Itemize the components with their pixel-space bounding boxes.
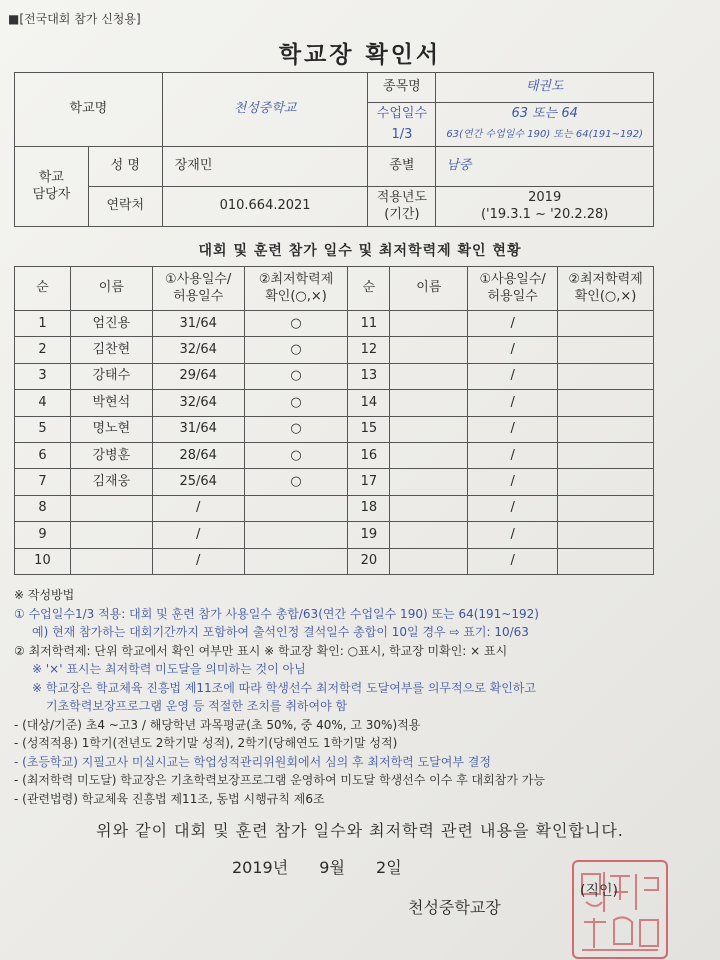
contact-label: 연락처: [88, 187, 162, 227]
min-academic-mark: ○: [244, 442, 348, 468]
used-days: /: [152, 548, 244, 574]
min-academic-mark: [558, 522, 654, 548]
used-days: /: [468, 390, 558, 416]
form-tag: ■[전국대회 참가 신청용]: [8, 12, 141, 26]
used-days: /: [468, 522, 558, 548]
notes-line-1: ① 수업일수1/3 적용: 대회 및 훈련 참가 사용일수 총합/63(연간 수업일수 190) 또는 64(191~192): [14, 606, 539, 621]
year-value-2: ('19.3.1 ~ '20.2.28): [480, 206, 609, 222]
event-label: 종목명: [368, 73, 436, 103]
document-title: 학교장 확인서: [278, 42, 442, 68]
used-days: 29/64: [152, 363, 244, 389]
used-days: /: [152, 495, 244, 521]
table-row: [15, 469, 654, 495]
row-number: 20: [348, 548, 390, 574]
min-academic-mark: [244, 548, 348, 574]
row-number: 10: [15, 548, 71, 574]
notes-line-4: ※ '×' 표시는 최저학력 미도달을 의미하는 것이 아님: [32, 662, 306, 676]
used-days: /: [468, 363, 558, 389]
row-number: 9: [15, 522, 71, 548]
row-number: 12: [348, 337, 390, 363]
row-number: 19: [348, 522, 390, 548]
principal-name: 천성중학교장: [408, 898, 501, 917]
notes-line-3: ② 최저학력제: 단위 학교에서 확인 여부만 표시 ※ 학교장 확인: ○표시, 학교장 미확인: × 표시: [14, 643, 508, 658]
row-number: 2: [15, 337, 71, 363]
year-value: [436, 187, 654, 227]
notes-line-10: - (최저학력 미도달) 학교장은 기초학력보장프로그램 운영하여 미도달 학생선수 이수 후 대회참가 가능: [14, 773, 545, 787]
min-academic-mark: ○: [244, 337, 348, 363]
student-name: 김재웅: [70, 469, 152, 495]
row-number: 11: [348, 311, 390, 337]
min-academic-mark: ○: [244, 311, 348, 337]
min-academic-mark: ○: [244, 390, 348, 416]
contact-value: 010.664.2021: [162, 187, 368, 227]
days-value-1: 63 또는 64: [436, 103, 654, 125]
row-number: 6: [15, 442, 71, 468]
days-label-1: 수업일수: [368, 103, 436, 125]
confirmation-statement: 위와 같이 대회 및 훈련 참가 일수와 최저학력 관련 내용을 확인합니다.: [96, 821, 624, 840]
header-mark-1: ②최저학력제: [258, 272, 334, 288]
min-academic-mark: [558, 337, 654, 363]
student-name: [390, 311, 468, 337]
student-name: [70, 495, 152, 521]
min-academic-mark: [558, 442, 654, 468]
header-days-right-2: 허용일수: [487, 288, 538, 304]
used-days: /: [468, 548, 558, 574]
student-name: 엄진용: [70, 311, 152, 337]
row-number: 17: [348, 469, 390, 495]
table-row: [15, 416, 654, 442]
gender-label: 종별: [368, 147, 436, 187]
header-mark: [244, 267, 348, 311]
header-days-2: 허용일수: [173, 288, 224, 304]
used-days: /: [152, 522, 244, 548]
table-row: [15, 442, 654, 468]
used-days: /: [468, 442, 558, 468]
min-academic-mark: [558, 548, 654, 574]
student-name: [390, 495, 468, 521]
student-name: [70, 522, 152, 548]
table-row: [15, 390, 654, 416]
student-name: [390, 416, 468, 442]
row-number: 13: [348, 363, 390, 389]
table-row: [15, 337, 654, 363]
table-row: [15, 522, 654, 548]
min-academic-mark: [558, 311, 654, 337]
header-days-1: ①사용일수/: [165, 272, 232, 288]
row-number: 7: [15, 469, 71, 495]
table-row: [15, 363, 654, 389]
table-row: [15, 495, 654, 521]
used-days: /: [468, 337, 558, 363]
participation-table: [14, 266, 654, 575]
used-days: 31/64: [152, 311, 244, 337]
student-name: 강태수: [70, 363, 152, 389]
days-label-2: 1/3: [368, 125, 436, 147]
notes-line-7: - (대상/기준) 초4 ~고3 / 해당학년 과목평균(초 50%, 중 40%, 고 30%)적용: [14, 717, 421, 732]
row-number: 3: [15, 363, 71, 389]
manager-label: [15, 147, 89, 227]
header-days-right-1: ①사용일수/: [479, 272, 546, 288]
row-number: 1: [15, 311, 71, 337]
header-mark-2: 확인(○,×): [265, 288, 327, 304]
used-days: 25/64: [152, 469, 244, 495]
used-days: /: [468, 416, 558, 442]
student-name: 명노현: [70, 416, 152, 442]
min-academic-mark: [244, 495, 348, 521]
year-label-2: (기간): [384, 206, 420, 222]
school-label: 학교명: [15, 73, 163, 147]
date-year: 2019년: [232, 858, 289, 877]
instructions: [14, 586, 704, 808]
student-name: [390, 522, 468, 548]
used-days: /: [468, 495, 558, 521]
header-name: 이름: [70, 267, 152, 311]
student-name: [390, 469, 468, 495]
header-mark-right-2: 확인(○,×): [574, 288, 637, 304]
student-name: 박현석: [70, 390, 152, 416]
used-days: 31/64: [152, 416, 244, 442]
student-name: 김찬현: [70, 337, 152, 363]
section-title: 대회 및 훈련 참가 일수 및 최저학력제 확인 현황: [198, 243, 522, 259]
header-no: 순: [15, 267, 71, 311]
table-header-row: [15, 267, 654, 311]
name-label: 성 명: [88, 147, 162, 187]
signing-date: [232, 855, 428, 878]
min-academic-mark: [558, 363, 654, 389]
manager-label-2: 담당자: [32, 186, 71, 202]
row-number: 18: [348, 495, 390, 521]
notes-line-2: 예) 현재 참가하는 대회기간까지 포함하여 출석인정 결석일수 총합이 10일 경우 ⇨ 표기: 10/63: [32, 625, 529, 639]
gender-value: 남중: [436, 147, 654, 187]
student-name: [390, 548, 468, 574]
min-academic-mark: [558, 495, 654, 521]
row-number: 16: [348, 442, 390, 468]
student-name: [390, 390, 468, 416]
info-table: [14, 72, 654, 227]
name-value: 장재민: [162, 147, 368, 187]
table-row: [15, 548, 654, 574]
notes-head: ※ 작성방법: [14, 588, 75, 602]
date-day: 2일: [376, 858, 402, 877]
row-number: 14: [348, 390, 390, 416]
min-academic-mark: ○: [244, 416, 348, 442]
row-number: 5: [15, 416, 71, 442]
notes-line-11: - (관련법령) 학교체육 진흥법 제11조, 동법 시행규칙 제6조: [14, 791, 325, 806]
header-name-right: 이름: [390, 267, 468, 311]
student-name: [390, 337, 468, 363]
days-value-2: 63(연간 수업일수 190) 또는 64(191~192): [436, 125, 654, 147]
notes-line-9: - (초등학교) 지필고사 미실시교는 학업성적관리위원회에서 심의 후 최저학력 도달여부 결정: [14, 754, 491, 769]
student-name: [70, 548, 152, 574]
school-value: 천성중학교: [162, 73, 368, 147]
used-days: 32/64: [152, 337, 244, 363]
used-days: /: [468, 469, 558, 495]
header-mark-right: [558, 267, 654, 311]
used-days: 28/64: [152, 442, 244, 468]
min-academic-mark: [558, 416, 654, 442]
notes-line-6: 기초학력보장프로그램 운영 등 적절한 조치를 취하여야 함: [46, 699, 348, 713]
manager-label-1: 학교: [38, 170, 64, 186]
student-name: [390, 363, 468, 389]
year-label-1: 적용년도: [376, 190, 428, 206]
used-days: /: [468, 311, 558, 337]
row-number: 8: [15, 495, 71, 521]
table-row: [15, 311, 654, 337]
date-month: 9월: [319, 858, 345, 877]
row-number: 15: [348, 416, 390, 442]
header-no-right: 순: [348, 267, 390, 311]
year-label: [368, 187, 436, 227]
student-name: 강병훈: [70, 442, 152, 468]
year-value-1: 2019: [528, 190, 562, 206]
min-academic-mark: ○: [244, 469, 348, 495]
header-days: [152, 267, 244, 311]
official-seal-stamp-icon: [572, 860, 668, 959]
event-value: 태권도: [436, 73, 654, 103]
student-name: [390, 442, 468, 468]
min-academic-mark: [558, 390, 654, 416]
seal-label: (직인): [580, 883, 618, 899]
min-academic-mark: ○: [244, 363, 348, 389]
notes-line-5: ※ 학교장은 학교체육 진흥법 제11조에 따라 학생선수 최저학력 도달여부를 의무적으로 확인하고: [32, 680, 536, 695]
used-days: 32/64: [152, 390, 244, 416]
min-academic-mark: [558, 469, 654, 495]
min-academic-mark: [244, 522, 348, 548]
header-mark-right-1: ②최저학력제: [568, 272, 643, 288]
row-number: 4: [15, 390, 71, 416]
notes-line-8: - (성적적용) 1학기(전년도 2학기말 성적), 2학기(당해연도 1학기말 성적): [14, 736, 398, 750]
header-days-right: [468, 267, 558, 311]
